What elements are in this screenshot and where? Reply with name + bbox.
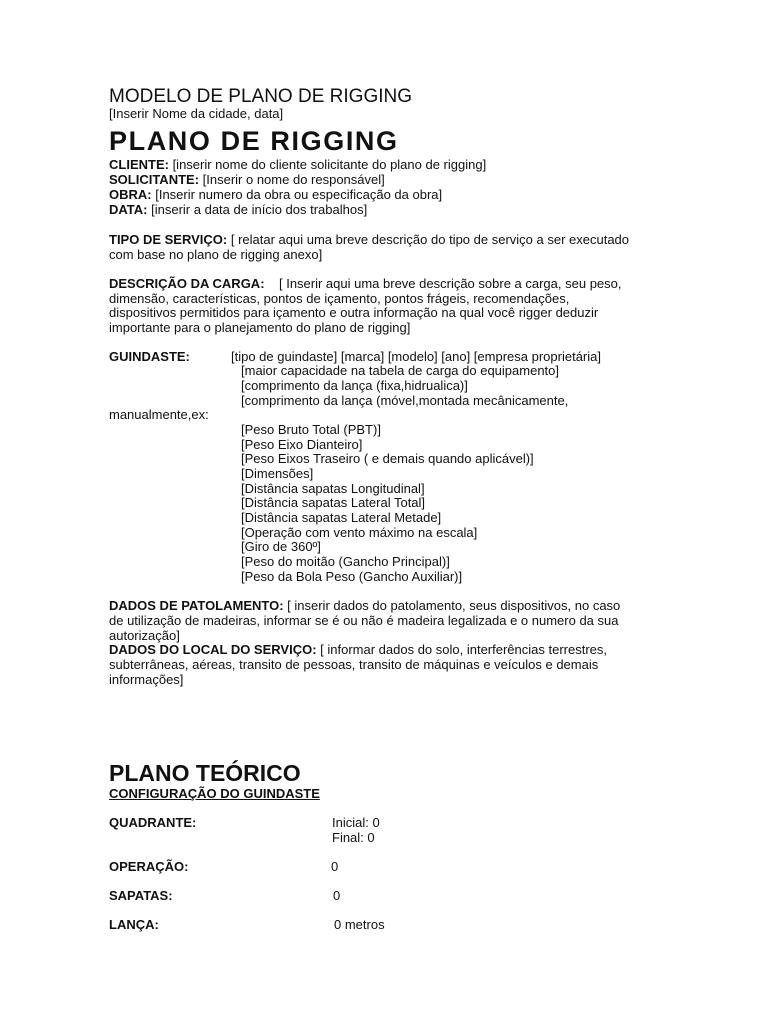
cliente-line: [109, 158, 486, 173]
guindaste-item: [Peso do moitão (Gancho Principal)]: [241, 554, 450, 569]
operacao-value: 0: [331, 859, 339, 874]
tipo-servico-line1: [109, 233, 629, 248]
cliente-label: CLIENTE:: [109, 157, 169, 172]
solicitante-line: [109, 173, 385, 188]
patolamento-line3: autorização]: [109, 628, 180, 643]
quadrante-inicial: Inicial: 0: [332, 815, 380, 830]
descricao-carga-label: DESCRIÇÃO DA CARGA:: [109, 276, 265, 291]
local-servico-line1: [109, 643, 607, 658]
descricao-carga-line3: dispositivos permitidos para içamento e outra informação na qual você rigger deduzir: [109, 305, 599, 320]
data-value: [inserir a data de início dos trabalhos]: [147, 202, 368, 217]
solicitante-label: SOLICITANTE:: [109, 172, 200, 187]
guindaste-line4: [comprimento da lança (móvel,montada mecânicamente,: [241, 393, 569, 408]
descricao-carga-line4: importante para o planejamento do plano de rigging]: [109, 320, 411, 335]
guindaste-line2: [maior capacidade na tabela de carga do equipamento]: [241, 363, 559, 378]
tipo-servico-label: TIPO DE SERVIÇO:: [109, 232, 228, 247]
guindaste-line1: [tipo de guindaste] [marca] [modelo] [ano] [empresa proprietária]: [231, 349, 601, 364]
guindaste-item: [Distância sapatas Lateral Total]: [241, 495, 426, 510]
guindaste-item: [Peso Eixos Traseiro ( e demais quando aplicável)]: [241, 451, 534, 466]
tipo-servico-line2: com base no plano de rigging anexo]: [109, 247, 323, 262]
patolamento-line2: de utilização de madeiras, informar se é ou não é madeira legalizada e o numero da sua: [109, 613, 619, 628]
guindaste-line3: [comprimento da lança (fixa,hidrualica)]: [241, 378, 468, 393]
local-servico-label: DADOS DO LOCAL DO SERVIÇO:: [109, 642, 317, 657]
guindaste-item: [Distância sapatas Longitudinal]: [241, 481, 425, 496]
guindaste-item: [Peso Eixo Dianteiro]: [241, 437, 363, 452]
data-label: DATA:: [109, 202, 148, 217]
guindaste-item: [Giro de 360º]: [241, 539, 321, 554]
guindaste-item: [Operação com vento máximo na escala]: [241, 525, 478, 540]
local-servico-line2: subterrâneas, aéreas, transito de pessoas, transito de máquinas e veículos e demais: [109, 657, 599, 672]
main-title: PLANO DE RIGGING: [109, 126, 399, 156]
sapatas-label: SAPATAS:: [109, 888, 173, 903]
obra-value: [Inserir numero da obra ou especificação da obra]: [151, 187, 443, 202]
operacao-label: OPERAÇÃO:: [109, 859, 189, 874]
data-line: [109, 203, 367, 218]
guindaste-item: [Distância sapatas Lateral Metade]: [241, 510, 442, 525]
descricao-carga-text: [ Inserir aqui uma breve descrição sobre a carga, seu peso,: [264, 276, 622, 291]
document-title: MODELO DE PLANO DE RIGGING: [109, 86, 412, 107]
guindaste-item: [Peso Bruto Total (PBT)]: [241, 422, 381, 437]
lanca-label: LANÇA:: [109, 917, 159, 932]
sapatas-value: 0: [333, 888, 341, 903]
patolamento-text: [ inserir dados do patolamento, seus dispositivos, no caso: [283, 598, 621, 613]
obra-line: [109, 188, 442, 203]
obra-label: OBRA:: [109, 187, 152, 202]
patolamento-line1: [109, 599, 620, 614]
guindaste-item: [Peso da Bola Peso (Gancho Auxiliar)]: [241, 569, 463, 584]
quadrante-final: Final: 0: [332, 830, 375, 845]
plano-teorico-title: PLANO TEÓRICO: [109, 760, 301, 786]
configuracao-title: CONFIGURAÇÃO DO GUINDASTE: [109, 786, 320, 801]
descricao-carga-line2: dimensão, características, pontos de içamento, pontos frágeis, recomendações,: [109, 291, 570, 306]
cliente-value: [inserir nome do cliente solicitante do plano de rigging]: [168, 157, 487, 172]
guindaste-wrap: manualmente,ex:: [109, 407, 209, 422]
solicitante-value: [Inserir o nome do responsável]: [199, 172, 385, 187]
local-servico-text: [ informar dados do solo, interferências terrestres,: [316, 642, 608, 657]
guindaste-label: GUINDASTE:: [109, 349, 190, 364]
tipo-servico-text: [ relatar aqui uma breve descrição do tipo de serviço a ser executado: [227, 232, 630, 247]
document-subtitle: [Inserir Nome da cidade, data]: [109, 106, 284, 121]
quadrante-label: QUADRANTE:: [109, 815, 197, 830]
lanca-value: 0 metros: [334, 917, 385, 932]
guindaste-item: [Dimensões]: [241, 466, 314, 481]
local-servico-line3: informações]: [109, 672, 184, 687]
patolamento-label: DADOS DE PATOLAMENTO:: [109, 598, 284, 613]
descricao-carga-line1: [109, 277, 622, 292]
